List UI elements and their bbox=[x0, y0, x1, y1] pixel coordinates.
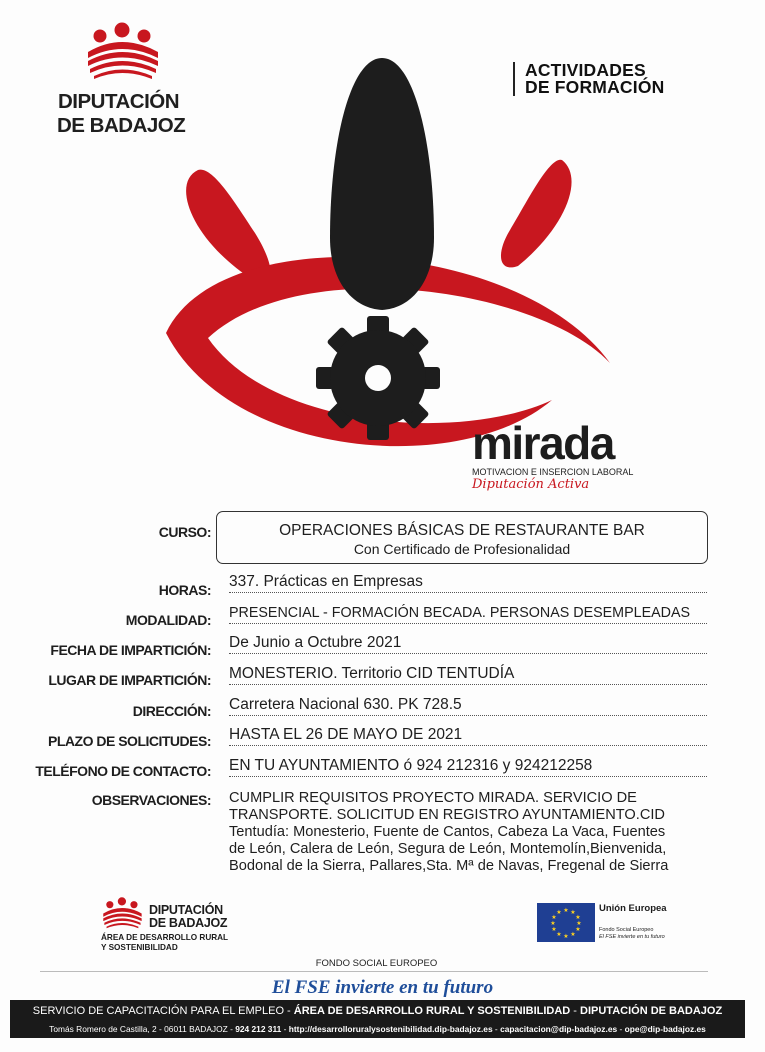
observaciones-line: de León, Calera de León, Segura de León, Montemolín,Bienvenida, bbox=[229, 841, 667, 857]
footer-sep: - bbox=[281, 1024, 289, 1034]
eu-motto: El FSE invierte en tu futuro bbox=[599, 934, 665, 940]
area-line2: Y SOSTENIBILIDAD bbox=[101, 943, 178, 952]
diputacion-area-logo bbox=[101, 897, 251, 957]
footer-email-capacitacion-link[interactable]: capacitacion@dip-badajoz.es bbox=[500, 1024, 618, 1034]
diputacion-small-subtitle: DE BADAJOZ bbox=[149, 916, 228, 930]
svg-text:★: ★ bbox=[576, 920, 582, 927]
direccion-value: Carretera Nacional 630. PK 728.5 bbox=[229, 695, 707, 716]
modalidad-label: MODALIDAD: bbox=[125, 612, 211, 628]
telefono-value: EN TU AYUNTAMIENTO ó 924 212316 y 924212258 bbox=[229, 756, 707, 777]
horas-label: HORAS: bbox=[158, 582, 211, 598]
footer-service: SERVICIO DE CAPACITACIÓN PARA EL EMPLEO - bbox=[32, 1005, 294, 1017]
lugar-label: LUGAR DE IMPARTICIÓN: bbox=[48, 672, 211, 688]
mirada-wordmark: mirada bbox=[472, 417, 614, 469]
curso-label: CURSO: bbox=[158, 524, 211, 540]
footer-area: ÁREA DE DESARROLLO RURAL Y SOSTENIBILIDAD bbox=[293, 1005, 571, 1017]
svg-text:★: ★ bbox=[556, 909, 562, 916]
footer-bar-service bbox=[10, 1000, 745, 1022]
footer-address: Tomás Romero de Castilla, 2 - 06011 BADAJOZ - bbox=[49, 1024, 236, 1034]
actividades-line1: ACTIVIDADES bbox=[525, 60, 646, 80]
eu-title: Unión Europea bbox=[599, 903, 667, 914]
svg-text:★: ★ bbox=[556, 931, 562, 938]
svg-text:★: ★ bbox=[570, 909, 576, 916]
diputacion-small-title: DIPUTACIÓN bbox=[149, 903, 223, 917]
svg-text:★: ★ bbox=[550, 920, 556, 927]
area-line1: ÁREA DE DESARROLLO RURAL bbox=[101, 933, 229, 942]
eu-flag-icon bbox=[537, 903, 595, 942]
telefono-label: TELÉFONO DE CONTACTO: bbox=[35, 763, 211, 779]
footer-sep: - bbox=[570, 1005, 581, 1017]
observaciones-line: Tentudía: Monesterio, Fuente de Cantos, Cabeza La Vaca, Fuentes bbox=[229, 824, 666, 840]
curso-name: OPERACIONES BÁSICAS DE RESTAURANTE BAR bbox=[279, 522, 645, 539]
horas-value: 337. Prácticas en Empresas bbox=[229, 572, 707, 593]
fecha-value: De Junio a Octubre 2021 bbox=[229, 633, 707, 654]
footer-diputacion: DIPUTACIÓN DE BADAJOZ bbox=[580, 1005, 723, 1017]
actividades-line2: DE FORMACIÓN bbox=[525, 77, 665, 97]
footer-phone: 924 212 311 bbox=[235, 1024, 282, 1034]
plazo-value: HASTA EL 26 DE MAYO DE 2021 bbox=[229, 725, 707, 746]
fondo-social-text: FONDO SOCIAL EUROPEO bbox=[315, 958, 438, 969]
fondo-social-label bbox=[0, 958, 765, 969]
footer-sep: - bbox=[617, 1024, 625, 1034]
mirada-script: Diputación Activa bbox=[472, 477, 590, 492]
observaciones-line: CUMPLIR REQUISITOS PROYECTO MIRADA. SERVICIO DE bbox=[229, 790, 637, 806]
lugar-value: MONESTERIO. Territorio CID TENTUDÍA bbox=[229, 664, 707, 685]
diputacion-crest-small-icon bbox=[101, 897, 145, 931]
mirada-brand bbox=[472, 417, 634, 492]
svg-text:★: ★ bbox=[563, 907, 569, 914]
svg-text:★: ★ bbox=[551, 914, 557, 921]
diputacion-subtitle: DE BADAJOZ bbox=[57, 114, 186, 137]
footer-email-ope-link[interactable]: ope@dip-badajoz.es bbox=[624, 1024, 706, 1034]
fecha-label: FECHA DE IMPARTICIÓN: bbox=[50, 642, 211, 658]
svg-text:★: ★ bbox=[563, 933, 569, 940]
svg-text:★: ★ bbox=[575, 926, 581, 933]
diputacion-crest-icon bbox=[84, 22, 164, 84]
direccion-label: DIRECCIÓN: bbox=[132, 703, 211, 719]
footer-bar-contact bbox=[10, 1022, 745, 1038]
observaciones-text bbox=[229, 790, 709, 875]
observaciones-line: Bodonal de la Sierra, Pallares,Sta. Mª de Navas, Fregenal de Sierra bbox=[229, 858, 669, 874]
footer-website-link[interactable]: http://desarrolloruralysostenibilidad.dip-badajoz.es bbox=[288, 1024, 493, 1034]
svg-text:★: ★ bbox=[570, 931, 576, 938]
divider bbox=[40, 971, 708, 972]
observaciones-label: OBSERVACIONES: bbox=[91, 792, 211, 808]
fse-slogan: El FSE invierte en tu futuro bbox=[271, 977, 494, 998]
mirada-tagline: MOTIVACION E INSERCION LABORAL bbox=[472, 467, 634, 477]
curso-box bbox=[216, 511, 708, 564]
curso-certificate: Con Certificado de Profesionalidad bbox=[353, 541, 571, 557]
eu-fund: Fondo Social Europeo bbox=[599, 927, 654, 933]
observaciones-line: TRANSPORTE. SOLICITUD EN REGISTRO AYUNTAMIENTO.CID bbox=[229, 807, 665, 823]
svg-text:★: ★ bbox=[551, 926, 557, 933]
svg-text:★: ★ bbox=[575, 914, 581, 921]
modalidad-value: PRESENCIAL - FORMACIÓN BECADA. PERSONAS DESEMPLEADAS bbox=[229, 603, 707, 624]
footer-sep: - bbox=[492, 1024, 501, 1034]
diputacion-title: DIPUTACIÓN bbox=[58, 90, 180, 113]
plazo-label: PLAZO DE SOLICITUDES: bbox=[48, 733, 211, 749]
mirada-eye-emblem-icon bbox=[160, 48, 640, 468]
